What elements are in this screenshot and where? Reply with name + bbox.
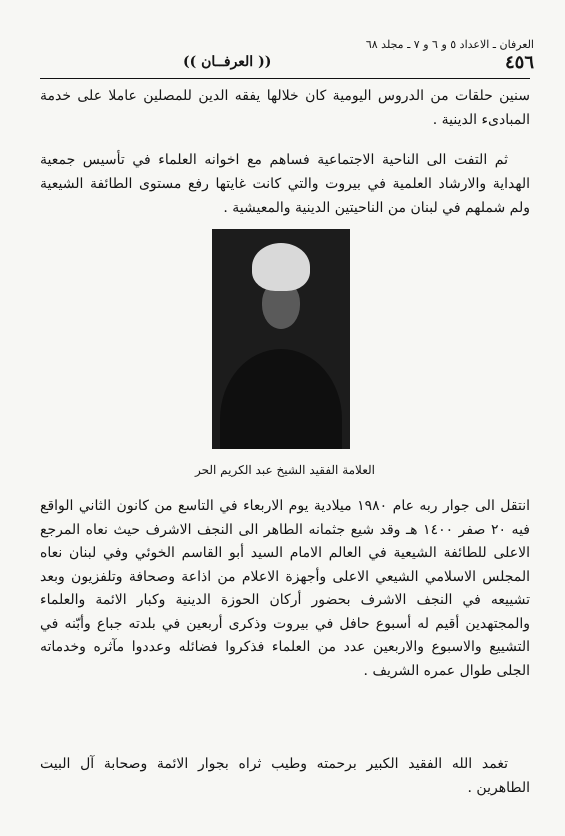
paragraph-3: انتقل الى جوار ربه عام ١٩٨٠ ميلادية يوم الاربعاء في التاسع من كانون الثاني الواقع فيه ٢٠ صفر ١٤٠٠ هـ وقد شيع جثمانه الطاهر الى النجف الاشرف حيث نعاه المرجع الاعلى للطائفة الشيعية في العالم الامام السيد أبو القاسم الخوئي وفي لبنان نعاه المجلس الاسلامي الشيعي الاعلى وأجهزة الاعلام من اذاعة وصحافة وتلفزيون وبعد تشييعه في النجف الاشرف بحضور أركان الحوزة الدينية وكبار الائمة والعلماء والمجتهدين أقيم له أسبوع حافل في بيروت وذكرى أربعين في بلدته جباع وأبّنه في التشييع والاسبوع والاربعين عدد من العلماء فذكروا فضائله وعددوا مآثره وخدماته الجلى طوال عمره الشريف . xyxy=(40,498,530,679)
portrait-robe xyxy=(220,349,342,449)
portrait-photo xyxy=(212,229,350,449)
header-divider xyxy=(40,78,530,79)
portrait-turban xyxy=(252,243,310,291)
paragraph-1: سنين حلقات من الدروس اليومية كان خلالها يفقه الدين للمصلين عاملا على خدمة المبادىء الدينية . xyxy=(40,88,530,128)
journal-issue-line: العرفان ـ الاعداد ٥ و ٦ و ٧ ـ مجلد ٦٨ xyxy=(365,38,534,51)
page-header xyxy=(18,38,548,78)
paragraph-2: ثم التفت الى الناحية الاجتماعية فساهم مع اخوانه العلماء في تأسيس جمعية الهداية والارشاد العلمية في بيروت والتي كانت غايتها رفع مستوى الطائفة الشيعية ولم شملهم في لبنان من الناحيتين الدينية والمعيشية . xyxy=(40,152,530,216)
photo-caption: العلامة الفقيد الشيخ عبد الكريم الحر xyxy=(195,463,375,477)
magazine-name: (( العرفــان )) xyxy=(183,54,272,70)
page-number: ٤٥٦ xyxy=(504,52,534,73)
paragraph-4: تغمد الله الفقيد الكبير برحمته وطيب ثراه بجوار الائمة وصحابة آل البيت الطاهرين . xyxy=(40,756,530,796)
